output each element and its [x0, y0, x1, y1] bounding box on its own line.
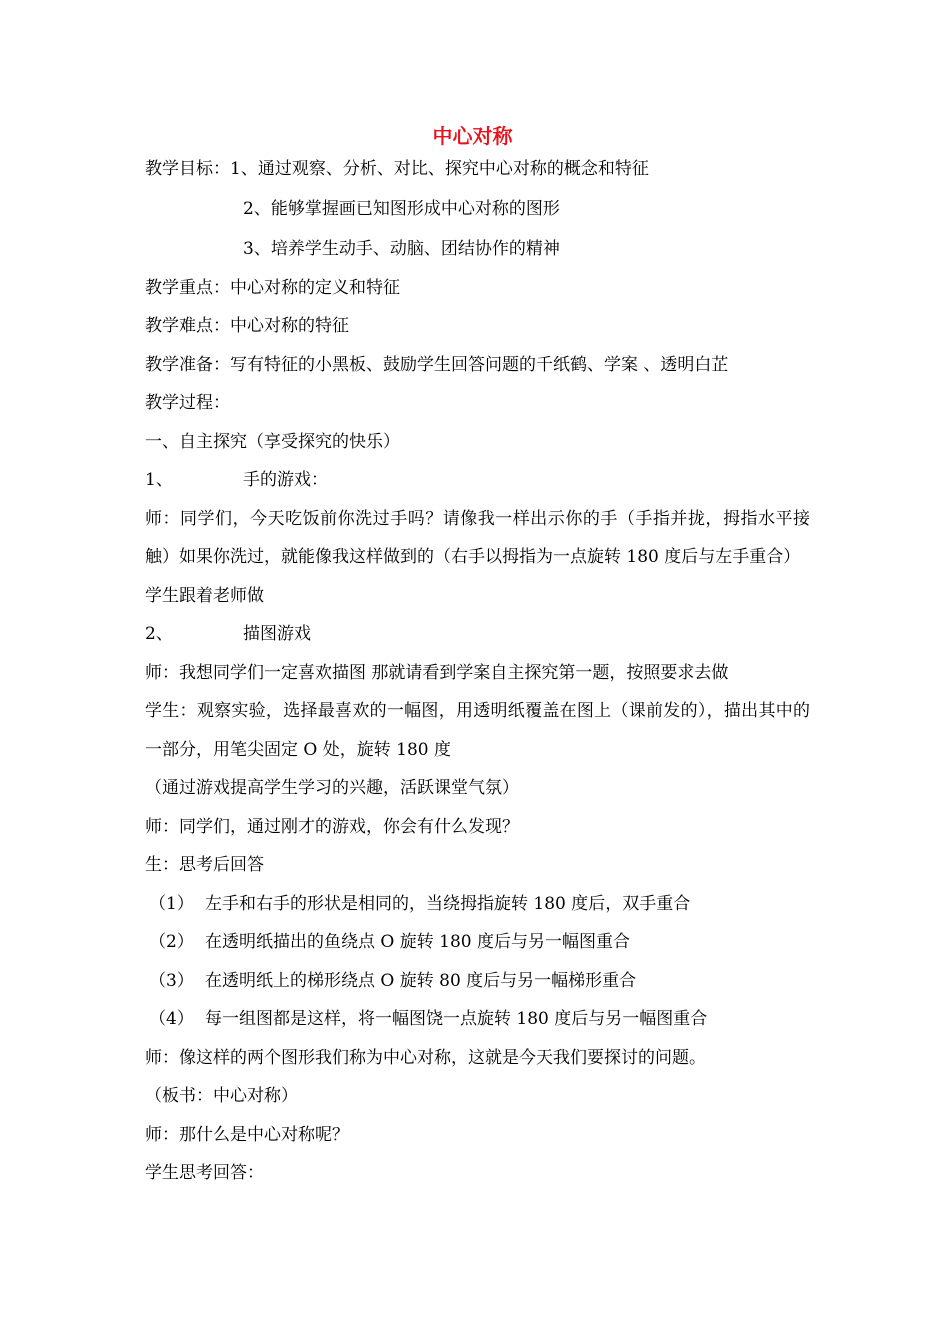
finding-label: （4）: [149, 1009, 194, 1029]
step-2: [145, 615, 810, 654]
teacher-paragraph-1: 师：同学们，今天吃饭前你洗过手吗？请像我一样出示你的手（手指并拢，拇指水平接触）如果你洗过，就能像我这样做到的（右手以拇指为一点旋转 180 度后与左手重合）: [145, 508, 810, 567]
step-1-number: 1、: [145, 470, 173, 490]
teaching-goal-text: 1、通过观察、分析、对比、探究中心对称的概念和特征: [230, 159, 649, 179]
teacher-paragraph-5: 师：那什么是中心对称呢？: [145, 1124, 349, 1145]
section-heading: 一、自主探究（享受探究的快乐）: [145, 431, 400, 452]
key-point: 教学重点：中心对称的定义和特征: [145, 277, 400, 298]
student-experiment: 学生：观察实验，选择最喜欢的一幅图，用透明纸覆盖在图上（课前发的），描出其中的一部分，用笔尖固定 O 处，旋转 180 度: [145, 701, 810, 760]
finding-label: （1）: [149, 893, 194, 914]
teacher-paragraph-3: 师：同学们，通过刚才的游戏，你会有什么发现？: [145, 816, 519, 837]
student-think: 生：思考后回答: [145, 855, 264, 875]
finding-text: 每一组图都是这样，将一幅图饶一点旋转 180 度后与另一幅图重合: [205, 1009, 708, 1029]
teacher-paragraph-4: 师：像这样的两个图形我们称为中心对称，这就是今天我们要探讨的问题。: [145, 1047, 706, 1068]
step-2-title: 描图游戏: [243, 624, 311, 644]
board-note: （板书：中心对称）: [145, 1086, 298, 1106]
preparation: 教学准备：写有特征的小黑板、鼓励学生回答问题的千纸鹤、学案 、透明白芷: [145, 354, 729, 375]
step-2-number: 2、: [145, 624, 173, 644]
finding-text: 在透明纸上的梯形绕点 O 旋转 80 度后与另一幅梯形重合: [205, 970, 637, 991]
step-1: [145, 461, 810, 500]
finding-label: （3）: [149, 970, 194, 991]
document-page: [145, 122, 810, 1193]
teaching-goal-2: 2、能够掌握画已知图形成中心对称的图形: [243, 198, 560, 219]
finding-item: [145, 923, 810, 962]
finding-label: （2）: [149, 932, 194, 952]
student-follow: 学生跟着老师做: [145, 585, 264, 606]
finding-item: [145, 885, 810, 924]
step-1-title: 手的游戏：: [243, 470, 328, 490]
difficulty: 教学难点：中心对称的特征: [145, 316, 349, 336]
finding-text: 左手和右手的形状是相同的，当绕拇指旋转 180 度后，双手重合: [205, 893, 691, 914]
teaching-goal-1: [145, 150, 810, 189]
finding-text: 在透明纸描出的鱼绕点 O 旋转 180 度后与另一幅图重合: [205, 932, 630, 952]
page-title: 中心对称: [432, 124, 513, 148]
teacher-paragraph-2: 师：我想同学们一定喜欢描图 那就请看到学案自主探究第一题，按照要求去做: [145, 662, 729, 683]
finding-item: [145, 1000, 810, 1039]
finding-item: [145, 962, 810, 1001]
teaching-goal-3: 3、培养学生动手、动脑、团结协作的精神: [243, 238, 560, 259]
process-heading: 教学过程：: [145, 393, 230, 413]
student-answer: 学生思考回答：: [145, 1163, 264, 1183]
teaching-goal-label: 教学目标：: [145, 159, 230, 179]
note-interest: （通过游戏提高学生学习的兴趣，活跃课堂气氛）: [145, 778, 519, 798]
